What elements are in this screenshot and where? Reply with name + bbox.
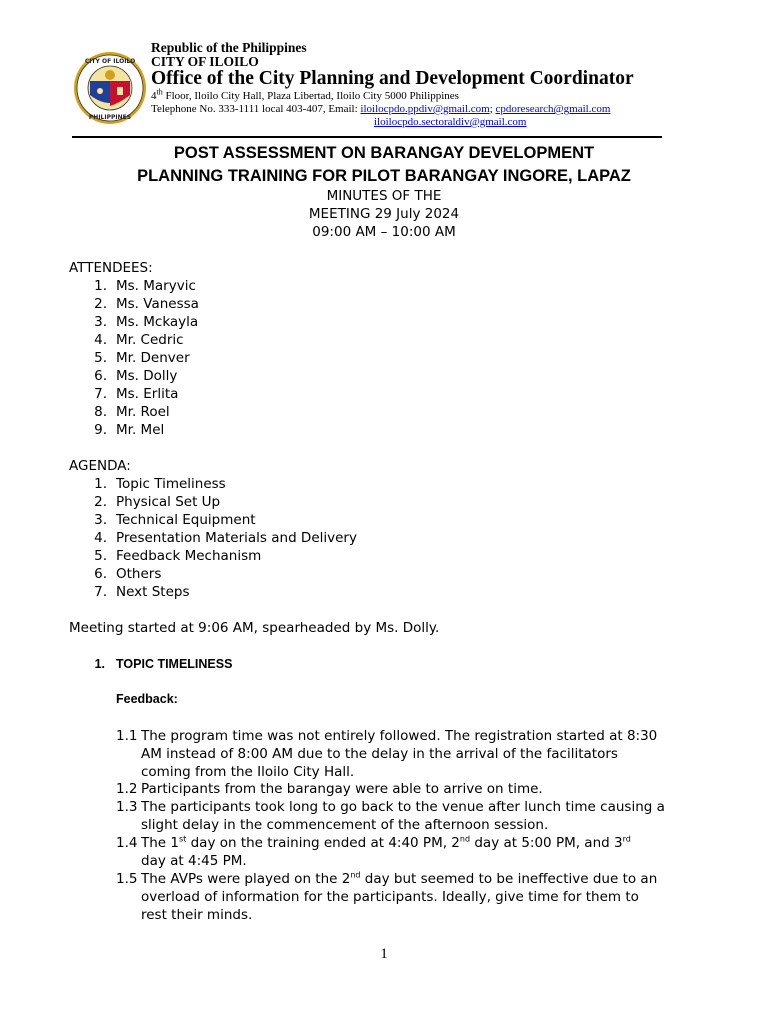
attendee-name: Ms. Erlita	[116, 386, 179, 402]
attendees-heading: ATTENDEES:	[69, 260, 153, 276]
agenda-number: 2.	[94, 494, 107, 510]
attendee-name: Ms. Dolly	[116, 368, 178, 384]
agenda-item: Feedback Mechanism	[116, 548, 262, 564]
feedback-number: 1.4	[116, 835, 138, 851]
subtitle-meeting-date: MEETING 29 July 2024	[308, 206, 460, 222]
feedback-text-part: The AVPs were played on the 2	[141, 871, 351, 887]
document-title-line-2: PLANNING TRAINING FOR PILOT BARANGAY INGORE, LAPAZ	[137, 167, 631, 185]
feedback-text	[141, 871, 657, 887]
feedback-label: Feedback:	[116, 692, 178, 706]
attendee-number: 9.	[94, 422, 107, 438]
feedback-text: The program time was not entirely followed. The registration started at 8:30	[141, 728, 658, 744]
agenda-item: Others	[116, 566, 162, 582]
email-link-sectoral[interactable]: iloilocpdo.sectoraldiv@gmail.com	[374, 116, 527, 128]
attendee-number: 5.	[94, 350, 107, 366]
document-title-line-1: POST ASSESSMENT ON BARANGAY DEVELOPMENT	[173, 144, 595, 162]
svg-text:PHILIPPINES: PHILIPPINES	[88, 114, 132, 121]
attendee-name: Mr. Cedric	[116, 332, 184, 348]
email-separator: ;	[489, 103, 496, 115]
section-number: 1.	[94, 657, 105, 671]
agenda-number: 1.	[94, 476, 107, 492]
ordinal-superscript: st	[179, 834, 187, 844]
feedback-text-part: The 1	[141, 835, 179, 851]
attendee-name: Mr. Denver	[116, 350, 190, 366]
feedback-text-part: day at 5:00 PM, and 3	[470, 835, 623, 851]
svg-text:CITY OF ILOILO: CITY OF ILOILO	[84, 58, 136, 65]
city-seal-logo	[73, 51, 147, 125]
attendee-name: Ms. Vanessa	[116, 296, 199, 312]
address-floor-number: 4	[151, 90, 157, 102]
feedback-text: Participants from the barangay were able to arrive on time.	[141, 781, 543, 797]
feedback-text	[141, 835, 631, 851]
section-heading-topic-timeliness: TOPIC TIMELINESS	[116, 657, 233, 671]
agenda-number: 6.	[94, 566, 107, 582]
attendee-name: Mr. Mel	[116, 422, 165, 438]
address-superscript: th	[156, 87, 163, 97]
letterhead-telephone	[151, 103, 610, 115]
email-link-research[interactable]: cpdoresearch@gmail.com	[495, 103, 611, 115]
feedback-text: slight delay in the commencement of the afternoon session.	[141, 817, 549, 833]
agenda-heading: AGENDA:	[69, 458, 131, 474]
page-number: 1	[380, 946, 388, 962]
feedback-number: 1.3	[116, 799, 138, 815]
attendee-number: 2.	[94, 296, 107, 312]
attendee-number: 4.	[94, 332, 107, 348]
feedback-text: The participants took long to go back to the venue after lunch time causing a	[141, 799, 665, 815]
feedback-text: overload of information for the participants. Ideally, give time for them to	[141, 889, 639, 905]
feedback-number: 1.1	[116, 728, 138, 744]
attendee-number: 8.	[94, 404, 107, 420]
agenda-number: 5.	[94, 548, 107, 564]
email-link-ppdiv[interactable]: iloilocpdo.ppdiv@gmail.com	[360, 103, 490, 115]
attendee-number: 7.	[94, 386, 107, 402]
letterhead-republic: Republic of the Philippines	[151, 40, 307, 55]
attendee-number: 6.	[94, 368, 107, 384]
attendee-name: Mr. Roel	[116, 404, 170, 420]
feedback-text: AM instead of 8:00 AM due to the delay in the arrival of the facilitators	[141, 746, 618, 762]
address-rest: Floor, Iloilo City Hall, Plaza Libertad, Iloilo City 5000 Philippines	[162, 90, 459, 102]
ordinal-superscript: nd	[459, 834, 471, 844]
header-divider	[72, 136, 662, 138]
meeting-start-statement: Meeting started at 9:06 AM, spearheaded by Ms. Dolly.	[69, 620, 440, 636]
attendee-name: Ms. Maryvic	[116, 278, 196, 294]
agenda-number: 3.	[94, 512, 107, 528]
agenda-item: Presentation Materials and Delivery	[116, 530, 357, 546]
letterhead-city: CITY OF ILOILO	[151, 54, 259, 69]
subtitle-meeting-time: 09:00 AM – 10:00 AM	[312, 224, 456, 240]
ordinal-superscript: nd	[350, 870, 361, 880]
subtitle-minutes: MINUTES OF THE	[326, 188, 442, 204]
ordinal-superscript: rd	[622, 834, 631, 844]
feedback-text: day at 4:45 PM.	[141, 853, 247, 869]
feedback-number: 1.5	[116, 871, 138, 887]
feedback-text-part: day but seemed to be ineffective due to an	[360, 871, 658, 887]
attendee-number: 3.	[94, 314, 107, 330]
agenda-item: Physical Set Up	[116, 494, 221, 510]
telephone-text: Telephone No. 333-1111 local 403-407, Email:	[151, 103, 361, 115]
agenda-item: Topic Timeliness	[116, 476, 226, 492]
feedback-number: 1.2	[116, 781, 138, 797]
letterhead-address	[151, 87, 459, 102]
agenda-number: 4.	[94, 530, 107, 546]
attendee-name: Ms. Mckayla	[116, 314, 199, 330]
agenda-item: Next Steps	[116, 584, 190, 600]
agenda-item: Technical Equipment	[116, 512, 256, 528]
feedback-text: coming from the Iloilo City Hall.	[141, 764, 355, 780]
letterhead-office: Office of the City Planning and Development Coordinator	[151, 68, 634, 89]
attendee-number: 1.	[94, 278, 107, 294]
feedback-text: rest their minds.	[141, 907, 253, 923]
agenda-number: 7.	[94, 584, 107, 600]
feedback-text-part: day on the training ended at 4:40 PM, 2	[186, 835, 460, 851]
